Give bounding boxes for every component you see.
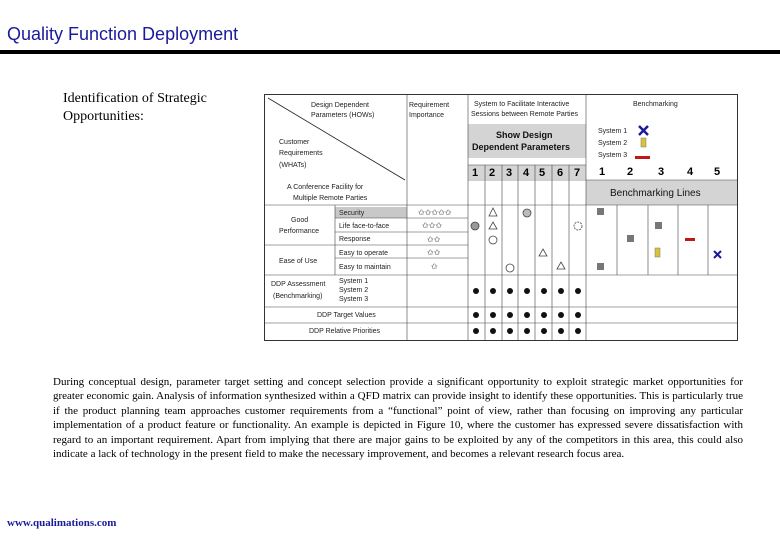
- col-header-system: System to Facilitate Interactive: [474, 101, 570, 108]
- req-response: Response: [339, 236, 371, 243]
- legend-system1: System 1: [598, 128, 628, 135]
- col-header-benchmarking: Benchmarking: [633, 101, 678, 108]
- circle-sym-3: [489, 236, 497, 244]
- circle-sym-5: [574, 222, 582, 230]
- bench-marker-5: [655, 248, 660, 257]
- col-header-design2: Parameters (HOWs): [311, 112, 375, 119]
- param-number-3: 3: [506, 167, 513, 179]
- param-number-4: 4: [523, 167, 530, 179]
- assessment-system3: System 3: [339, 296, 369, 303]
- assessment-system1: System 1: [339, 278, 369, 285]
- section-heading-line1: Identification of Strategic: [63, 91, 207, 106]
- req-security: Security: [339, 210, 365, 217]
- bench-number-5: 5: [714, 166, 721, 178]
- req-easy-maintain: Easy to maintain: [339, 264, 391, 271]
- assessment-dot-2-0: [473, 328, 479, 334]
- bench-marker-3: [627, 235, 634, 242]
- conference-label: A Conference Facility for: [287, 184, 364, 191]
- good-performance-label2: Performance: [279, 228, 320, 235]
- assessment-dot-2-5: [558, 328, 564, 334]
- importance-stars-3: ✩✩✩: [422, 221, 443, 230]
- assessment-dot-2-4: [541, 328, 547, 334]
- circle-sym-2: [471, 222, 479, 230]
- relationship-symbols: [471, 208, 582, 272]
- assessment-dot-1-5: [558, 312, 564, 318]
- assessment-dot-0-6: [575, 288, 581, 294]
- bench-marker-6: [597, 263, 604, 270]
- param-number-6: 6: [557, 167, 564, 179]
- assessment-dot-0-0: [473, 288, 479, 294]
- qfd-matrix-svg: [265, 95, 737, 340]
- page-title: Quality Function Deployment: [7, 24, 239, 44]
- ease-of-use-label: Ease of Use: [279, 258, 318, 265]
- ddp-assessment-label: DDP Assessment: [271, 281, 326, 288]
- customer-requirements-label: Customer: [279, 139, 310, 146]
- assessment-dot-1-4: [541, 312, 547, 318]
- title-rule: [0, 50, 780, 54]
- param-number-7: 7: [574, 167, 581, 179]
- assessment-dot-0-2: [507, 288, 513, 294]
- bench-marker-x: [714, 251, 721, 258]
- assessment-dot-1-2: [507, 312, 513, 318]
- section-heading-line2: Opportunities:: [63, 109, 144, 124]
- col-header-importance: Importance: [409, 112, 445, 119]
- bench-number-1: 1: [599, 166, 606, 178]
- assessment-dot-2-1: [490, 328, 496, 334]
- tri-sym-3: [539, 249, 547, 256]
- show-design-label: Show Design: [496, 130, 553, 140]
- legend-system2-box-icon: [641, 138, 646, 147]
- tri-sym-2: [489, 222, 497, 229]
- assessment-dot-1-1: [490, 312, 496, 318]
- customer-requirements-label2: Requirements: [279, 150, 323, 157]
- bench-marker-1: [597, 208, 604, 215]
- section-heading: [63, 90, 253, 126]
- col-header-design: Design Dependent: [311, 102, 369, 109]
- circle-sym-1: [523, 209, 531, 217]
- conference-label2: Multiple Remote Parties: [293, 195, 368, 202]
- ddp-target-label: DDP Target Values: [317, 312, 376, 319]
- legend-system1-x-icon: [639, 126, 648, 135]
- assessment-dot-0-5: [558, 288, 564, 294]
- importance-stars-5: ✩✩✩✩✩: [418, 208, 452, 217]
- footer-url: www.qualimations.com: [7, 517, 117, 529]
- col-header-system2: Sessions between Remote Parties: [471, 111, 578, 118]
- ddp-relative-label: DDP Relative Priorities: [309, 328, 381, 335]
- benchmarking-lines-label: Benchmarking Lines: [610, 188, 701, 199]
- assessment-dot-0-4: [541, 288, 547, 294]
- assessment-dot-1-0: [473, 312, 479, 318]
- assessment-system2: System 2: [339, 287, 369, 294]
- req-lifelike: Life face-to-face: [339, 223, 390, 230]
- assessment-dots: [473, 288, 581, 334]
- param-number-5: 5: [539, 167, 546, 179]
- importance-stars-2b: ✩✩: [427, 248, 441, 257]
- legend-system2: System 2: [598, 140, 628, 147]
- tri-sym-1: [489, 208, 497, 216]
- ddp-benchmarking-label: (Benchmarking): [273, 293, 323, 300]
- assessment-dot-1-6: [575, 312, 581, 318]
- bench-marker-4: [685, 238, 695, 241]
- assessment-dot-2-3: [524, 328, 530, 334]
- bench-number-4: 4: [687, 166, 694, 178]
- bench-markers: [597, 208, 721, 270]
- assessment-dot-2-2: [507, 328, 513, 334]
- bench-number-2: 2: [627, 166, 634, 178]
- col-header-requirement: Requirement: [409, 102, 450, 109]
- bench-marker-2: [655, 222, 662, 229]
- body-paragraph: During conceptual design, parameter target setting and concept selection provide a significant opportunity to exploit strategic market opportunities for greater economic gain. Analysis of information synthesized within a QFD matrix can provide insight to identify these opportunities. This is particularly true if the product planning team approaches customer requirements from a “functional” point of view, rather than focusing on improving any particular implementation of a product feature or functionality. An example is depicted in Figure 10, where the customer has expressed severe dissatisfaction with regard to an important requirement. Apart from implying that there are major gains to be exploited by any of the competitors in this area, this could also indicate a lack of technology in the present field to make the necessary improvement, and becomes a relevant research focus area.: [53, 376, 743, 461]
- assessment-dot-0-3: [524, 288, 530, 294]
- legend-system3: System 3: [598, 152, 628, 159]
- param-number-1: 1: [472, 167, 479, 179]
- circle-sym-4: [506, 264, 514, 272]
- tri-sym-4: [557, 262, 565, 269]
- bench-numbers: [599, 166, 720, 178]
- req-easy-operate: Easy to operate: [339, 250, 389, 257]
- qfd-matrix-figure: [264, 94, 738, 341]
- importance-star-1: ✩: [431, 262, 438, 271]
- bench-number-3: 3: [658, 166, 665, 178]
- assessment-dot-2-6: [575, 328, 581, 334]
- param-number-2: 2: [489, 167, 496, 179]
- customer-requirements-label3: (WHATs): [279, 162, 307, 169]
- dependent-params-label: Dependent Parameters: [472, 142, 571, 152]
- importance-stars-2: ✩✩: [427, 235, 441, 244]
- good-performance-label: Good: [291, 217, 309, 224]
- assessment-dot-1-3: [524, 312, 530, 318]
- assessment-dot-0-1: [490, 288, 496, 294]
- legend-system3-bar-icon: [635, 156, 650, 159]
